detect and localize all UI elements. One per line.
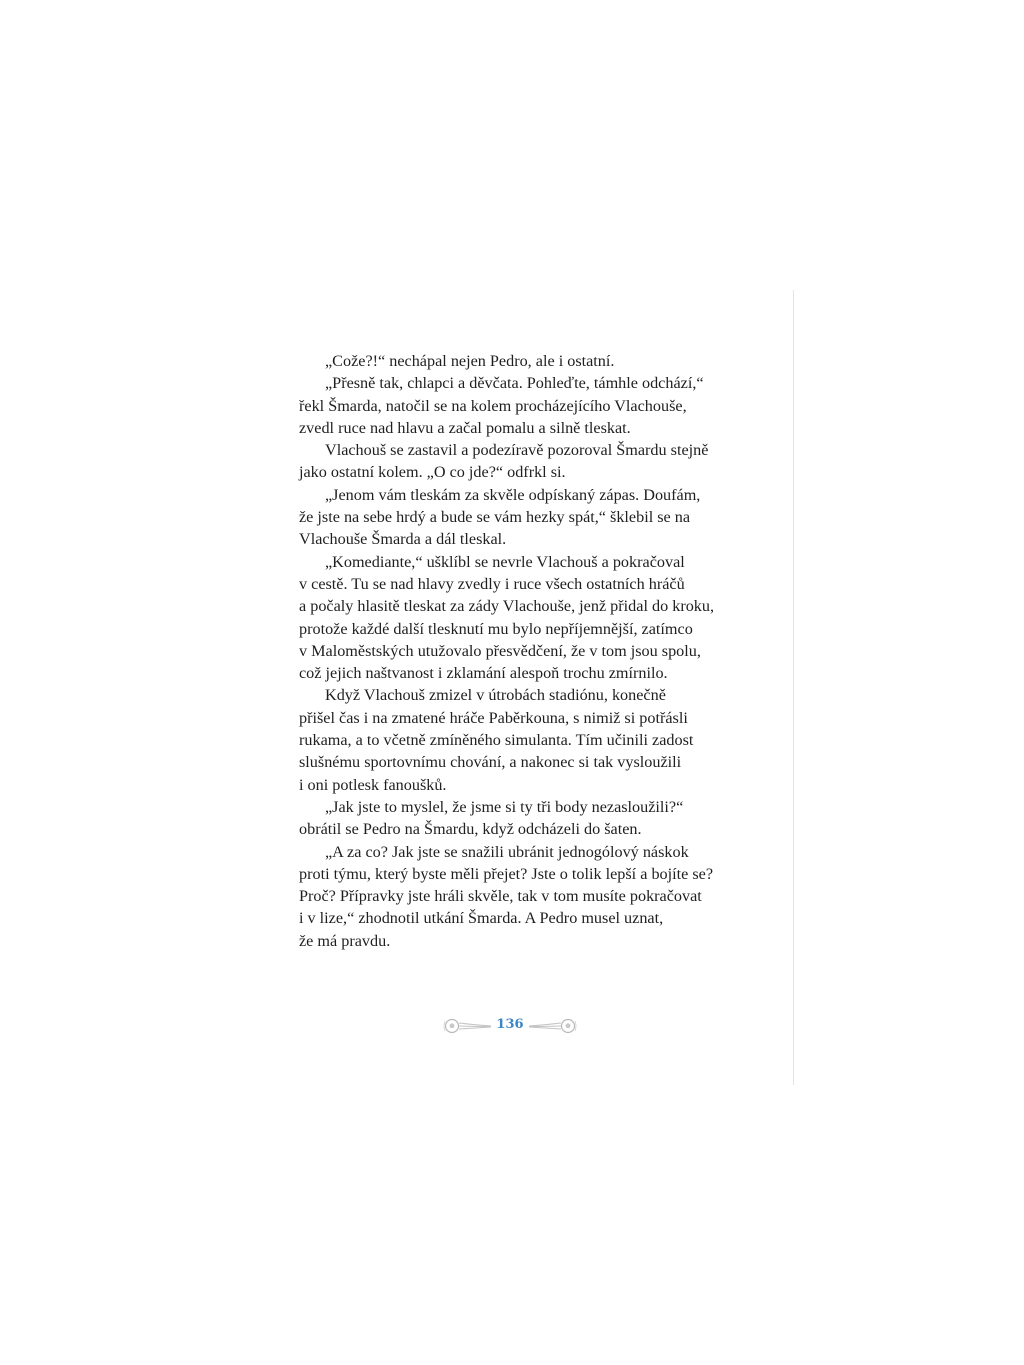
body-text — [299, 350, 729, 952]
text-line: Když Vlachouš zmizel v útrobách stadiónu, konečně — [325, 686, 666, 705]
text-line: „Komediante,“ ušklíbl se nevrle Vlachouš a pokračoval — [325, 552, 685, 571]
text-line: že jste na sebe hrdý a bude se vám hezky spát,“ šklebil se na — [299, 508, 691, 527]
text-line: obrátil se Pedro na Šmardu, když odcházeli do šaten. — [299, 820, 642, 839]
text-line: i v lize,“ zhodnotil utkání Šmarda. A Pedro musel uznat, — [299, 909, 664, 928]
text-line: v cestě. Tu se nad hlavy zvedly i ruce všech ostatních hráčů — [299, 574, 685, 593]
text-line: Vlachouš se zastavil a podezíravě pozoroval Šmardu stejně — [325, 441, 709, 460]
page-edge-line — [793, 290, 794, 1085]
text-line: zvedl ruce nad hlavu a začal pomalu a silně tleskat. — [299, 418, 631, 437]
text-line: rukama, a to včetně zmíněného simulanta. Tím učinili zadost — [299, 731, 694, 750]
text-line: jako ostatní kolem. „O co jde?“ odfrkl si. — [299, 463, 566, 482]
text-line: „Cože?!“ nechápal nejen Pedro, ale i ostatní. — [325, 352, 615, 370]
text-line: v Maloměstských utužovalo přesvědčení, že v tom jsou spolu, — [299, 641, 701, 660]
text-line: Proč? Přípravky jste hráli skvěle, tak v tom musíte pokračovat — [299, 887, 702, 906]
text-line: že má pravdu. — [299, 931, 391, 950]
text-line: proti týmu, který byste měli přejet? Jste o tolik lepší a bojíte se? — [299, 864, 714, 883]
page-number: 136 — [496, 1017, 524, 1032]
text-line: řekl Šmarda, natočil se na kolem procházejícího Vlachouše, — [299, 396, 687, 415]
text-line: slušnému sportovnímu chování, a nakonec si tak vysloužili — [299, 753, 682, 772]
soccer-ball-right-icon — [528, 1017, 578, 1035]
text-line: „Jenom vám tleskám za skvěle odpískaný zápas. Doufám, — [325, 485, 701, 504]
text-line: „Přesně tak, chlapci a děvčata. Pohleďte, támhle odchází,“ — [325, 374, 704, 393]
text-line: i oni potlesk fanoušků. — [299, 775, 447, 794]
text-line: Vlachouše Šmarda a dál tleskal. — [299, 530, 507, 549]
page-footer — [440, 1013, 580, 1039]
text-line: „A za co? Jak jste se snažili ubránit jednogólový náskok — [325, 842, 689, 861]
text-line: což jejich naštvanost i zklamání alespoň trochu zmírnilo. — [299, 664, 668, 683]
text-line: protože každé další tlesknutí mu bylo nepříjemnější, zatímco — [299, 619, 693, 638]
text-line: a počaly hlasitě tleskat za zády Vlachouše, jenž přidal do kroku, — [299, 597, 715, 616]
text-line: „Jak jste to myslel, že jsme si ty tři body nezasloužili?“ — [325, 797, 684, 816]
text-line: přišel čas i na zmatené hráče Paběrkouna, s nimiž si potřásli — [299, 708, 688, 727]
